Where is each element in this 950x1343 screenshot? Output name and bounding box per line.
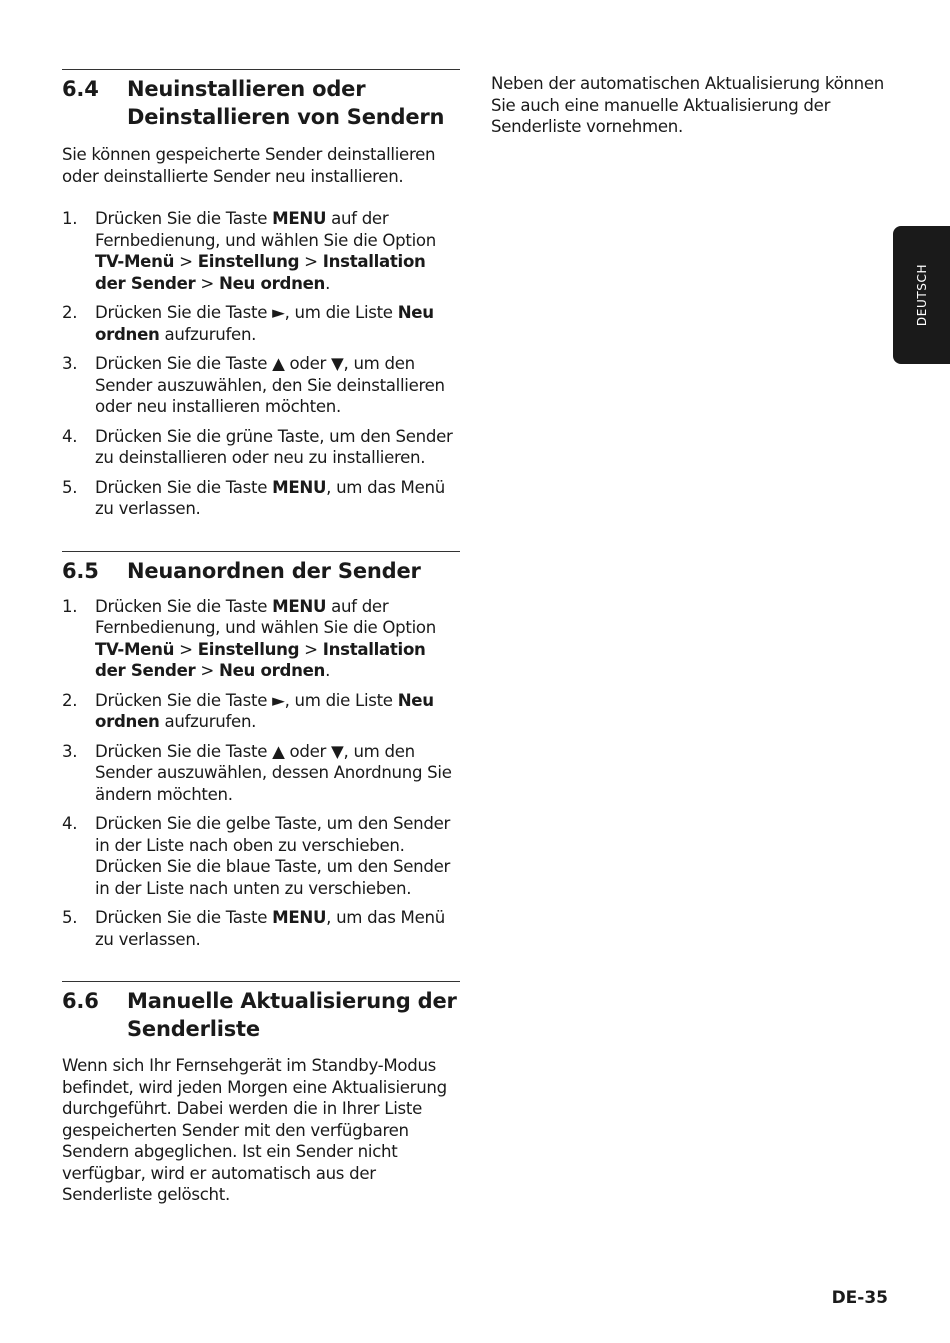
step-item (62, 426, 460, 469)
step-text-part: > (174, 639, 198, 659)
step-text-part: aufzurufen. (159, 712, 257, 731)
section-title: Neuanordnen der Sender (127, 558, 421, 583)
step-text-bold: Neu ordnen (219, 661, 326, 680)
language-tab-label: DEUTSCH (914, 263, 929, 327)
step-text-part: > (174, 252, 198, 271)
right-column (491, 73, 891, 138)
step-text (95, 813, 460, 899)
step-text-bold: MENU (272, 209, 327, 228)
section-heading (62, 987, 460, 1043)
step-text-bold: TV-Menü (95, 639, 175, 659)
section-number: 6.4 (62, 77, 99, 101)
step-text-bold: Einstellung (197, 252, 300, 271)
step-text-bold: MENU (272, 477, 327, 497)
step-text-part: , um das Menü zu verlassen. (95, 477, 445, 518)
step-number: 3. (62, 741, 78, 761)
section-body: Wenn sich Ihr Fernsehgerät im Standby-Modus befindet, wird jeden Morgen eine Aktualisierung durchgeführt. Dabei werden die in Ihrer Liste gespeicherten Sender mit den verfügbaren Sendern abgeglichen. Ist ein Sender nicht verfügbar, wird er automatisch aus der Senderliste gelöscht. (62, 1056, 447, 1204)
step-text (95, 353, 460, 418)
step-number: 2. (62, 690, 78, 710)
step-number: 5. (62, 908, 78, 927)
step-text (95, 426, 460, 469)
step-number: 5. (62, 477, 78, 497)
step-text-part: Drücken Sie die Taste ►, um die Liste (95, 303, 398, 322)
steps-list (62, 596, 460, 951)
section-intro: Sie können gespeicherte Sender deinstallieren oder deinstallierte Sender neu installieren. (62, 145, 436, 186)
step-text-part: Drücken Sie die Taste (95, 596, 273, 616)
step-number: 2. (62, 303, 78, 322)
section-rule (62, 551, 460, 552)
step-text (95, 907, 460, 950)
step-text-part: Drücken Sie die Taste ▲ oder ▼, um den Sender auszuwählen, den Sie deinstallieren oder neu installieren möchten. (95, 354, 445, 416)
step-item (62, 596, 460, 682)
step-text-bold: MENU (272, 908, 327, 927)
section-title: Manuelle Aktualisierung der Senderliste (127, 989, 457, 1041)
step-number: 4. (62, 426, 78, 446)
step-item (62, 353, 460, 418)
step-text-bold: Neu ordnen (219, 273, 326, 293)
section-6-4 (62, 69, 460, 520)
step-text (95, 302, 460, 345)
language-tab (893, 226, 950, 364)
step-text-part: Drücken Sie die Taste (95, 477, 273, 497)
step-item (62, 208, 460, 294)
step-number: 4. (62, 814, 78, 833)
step-text-part: aufzurufen. (159, 324, 257, 344)
step-text-bold: TV-Menü (95, 252, 175, 271)
section-heading (62, 75, 460, 131)
step-text-part: Drücken Sie die grüne Taste, um den Sender zu deinstallieren oder neu zu installieren. (95, 426, 453, 467)
step-text-part: Drücken Sie die Taste (95, 908, 273, 927)
right-paragraph: Neben der automatischen Aktualisierung können Sie auch eine manuelle Aktualisierung der Senderliste vornehmen. (491, 74, 885, 136)
step-text-part: > (299, 639, 323, 659)
step-text (95, 208, 460, 294)
step-text-part: > (195, 273, 219, 293)
step-item (62, 690, 460, 733)
section-number: 6.6 (62, 989, 99, 1013)
step-text-part: . (325, 661, 331, 680)
step-item (62, 813, 460, 899)
step-text-part: auf der Fernbedienung, und wählen Sie die Option (95, 596, 436, 637)
step-text-bold: Einstellung (197, 639, 300, 659)
step-text-part: Drücken Sie die Taste ►, um die Liste (95, 690, 398, 710)
step-number: 1. (62, 209, 78, 228)
section-6-6 (62, 981, 460, 1206)
step-text-part: . (325, 273, 331, 293)
step-text-part: Drücken Sie die Taste (95, 209, 273, 228)
step-text-part: auf der Fernbedienung, und wählen Sie die Option (95, 209, 436, 250)
step-text-bold: Installation der Sender (95, 252, 426, 293)
section-rule (62, 981, 460, 982)
step-item (62, 907, 460, 950)
step-text-bold: Neu ordnen (95, 690, 434, 731)
section-rule (62, 69, 460, 70)
step-text-part: Drücken Sie die Taste ▲ oder ▼, um den Sender auszuwählen, dessen Anordnung Sie ändern möchten. (95, 741, 452, 804)
step-item (62, 741, 460, 806)
section-heading (62, 557, 460, 585)
page-number: DE-35 (831, 1288, 888, 1308)
step-text-bold: MENU (272, 596, 327, 616)
step-text-bold: Neu ordnen (95, 303, 434, 344)
left-column (62, 69, 460, 1206)
step-text (95, 741, 460, 806)
section-title: Neuinstallieren oder Deinstallieren von Sendern (127, 77, 445, 129)
section-6-5 (62, 551, 460, 951)
step-item (62, 477, 460, 520)
step-text-part: > (299, 252, 323, 271)
step-number: 1. (62, 596, 78, 616)
step-text (95, 690, 460, 733)
step-number: 3. (62, 354, 78, 373)
step-item (62, 302, 460, 345)
step-text-part: Drücken Sie die gelbe Taste, um den Sender in der Liste nach oben zu verschieben. Drücken Sie die blaue Taste, um den Sender in der Liste nach unten zu verschieben. (95, 814, 451, 898)
step-text-part: > (195, 661, 219, 680)
step-text-part: , um das Menü zu verlassen. (95, 908, 445, 949)
step-text (95, 477, 460, 520)
section-number: 6.5 (62, 558, 99, 583)
steps-list (62, 208, 460, 520)
step-text (95, 596, 460, 682)
step-text-bold: Installation der Sender (95, 639, 426, 680)
